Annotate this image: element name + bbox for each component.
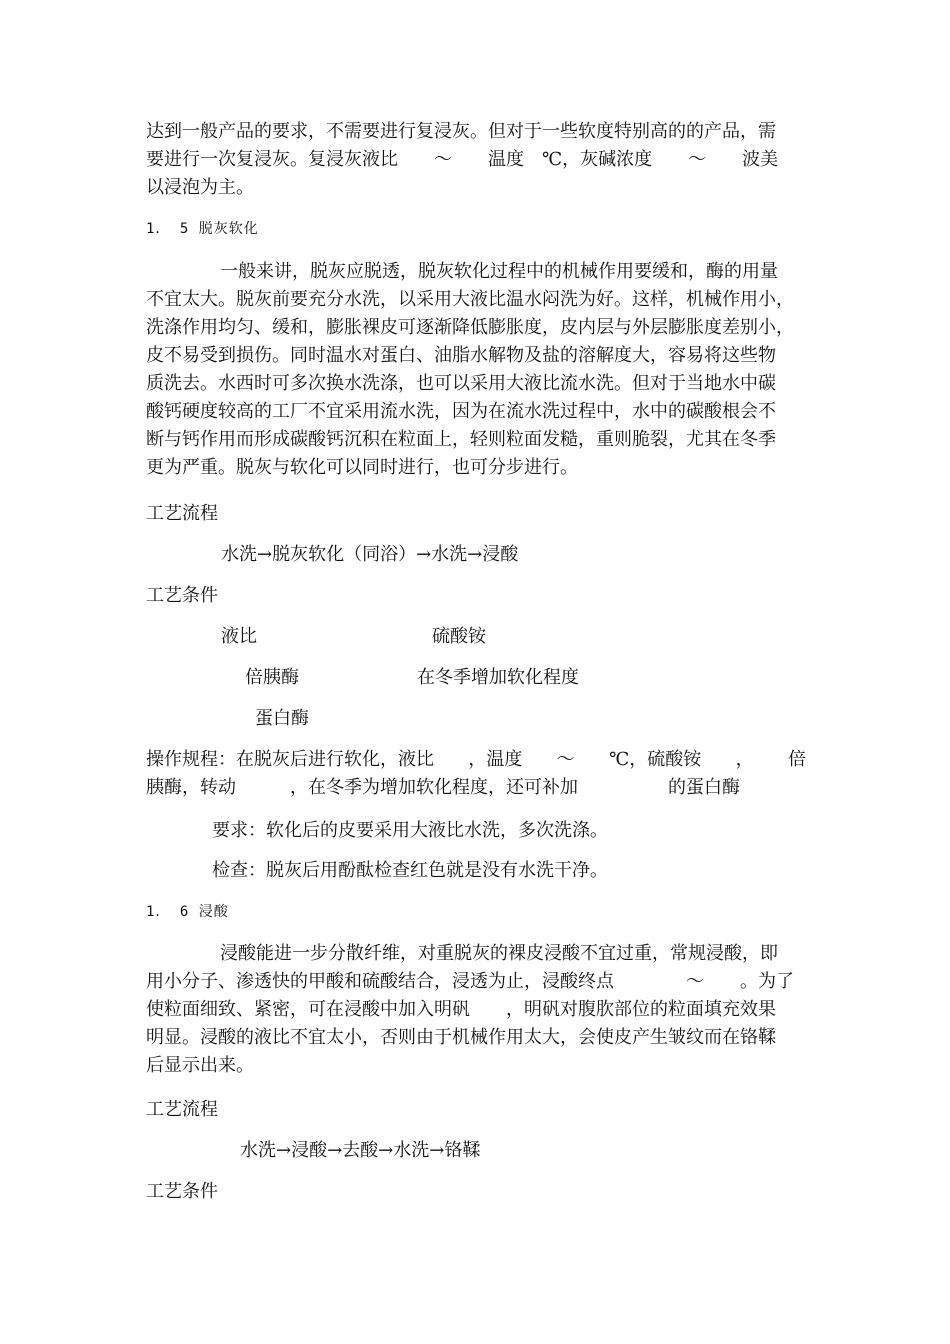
text-segment: 操作规程：在脱灰后进行软化，液比 — [146, 749, 434, 770]
section-heading-1-6: 1． 6 浸酸 — [146, 904, 229, 920]
condition-ammonium-sulfate: 硫酸铵 — [432, 626, 486, 647]
paragraph-line: 更为严重。脱灰与软化可以同时进行，也可分步进行。 — [146, 457, 578, 478]
paragraph-line: 浸酸能进一步分散纤维，对重脱灰的裸皮浸酸不宜过重，常规浸酸，即 — [220, 943, 778, 964]
requirement-line: 要求：软化后的皮要采用大液比水洗，多次洗涤。 — [212, 820, 608, 841]
paragraph-line: 质洗去。水西时可多次换水洗涤，也可以采用大液比流水洗。但对于当地水中碳 — [146, 373, 776, 394]
paragraph-line: 明显。浸酸的液比不宜太小，否则由于机械作用太大，会使皮产生皱纹而在铬鞣 — [146, 1027, 776, 1048]
process-flow: 水洗→脱灰软化（同浴）→水洗→浸酸 — [221, 544, 519, 565]
paragraph-line: 不宜太大。脱灰前要充分水洗，以采用大液比温水闷洗为好。这样，机械作用小， — [146, 289, 794, 310]
operating-procedure-line-2: 胰酶，转动 ，在冬季为增加软化程度，还可补加 的蛋白酶 — [146, 777, 740, 798]
paragraph-line: 用小分子、渗透快的甲酸和硫酸结合，浸透为止，浸酸终点 ～ 。为了 — [146, 971, 794, 992]
intro-line-3: 以浸泡为主。 — [146, 177, 254, 198]
process-conditions-title: 工艺条件 — [146, 1181, 218, 1202]
text-segment: ， — [735, 749, 754, 770]
paragraph-line: 使粒面细致、紧密，可在浸酸中加入明矾 ，明矾对腹肷部位的粒面填充效果 — [146, 999, 776, 1020]
text-segment: 倍 — [787, 749, 806, 770]
paragraph-line: 断与钙作用而形成碳酸钙沉积在粒面上，轻则粒面发糙，重则脆裂，尤其在冬季 — [146, 429, 776, 450]
paragraph-line: 酸钙硬度较高的工厂不宜采用流水洗，因为在流水洗过程中，水中的碳酸根会不 — [146, 401, 776, 422]
condition-liquor-ratio: 液比 — [221, 626, 257, 647]
process-flow-title: 工艺流程 — [146, 503, 218, 524]
text-segment: ，温度 — [468, 749, 523, 770]
process-flow-title: 工艺流程 — [146, 1099, 218, 1120]
process-conditions-title: 工艺条件 — [146, 585, 218, 606]
process-flow: 水洗→浸酸→去酸→水洗→铬鞣 — [240, 1140, 481, 1161]
intro-line-1: 达到一般产品的要求，不需要进行复浸灰。但对于一些软度特别高的的产品，需 — [146, 121, 776, 142]
operating-procedure-line-1 — [146, 748, 806, 772]
inspection-line: 检查：脱灰后用酚酞检查红色就是没有水洗干净。 — [212, 860, 608, 881]
condition-protease: 蛋白酶 — [255, 708, 309, 729]
paragraph-line: 皮不易受到损伤。同时温水对蛋白、油脂水解物及盐的溶解度大，容易将这些物 — [146, 345, 776, 366]
paragraph-line: 一般来讲，脱灰应脱透，脱灰软化过程中的机械作用要缓和，酶的用量 — [220, 261, 778, 282]
text-segment: ℃，硫酸铵 — [609, 749, 702, 770]
text-segment: ～ — [556, 749, 575, 770]
condition-winter-note: 在冬季增加软化程度 — [417, 667, 579, 688]
intro-line-2: 要进行一次复浸灰。复浸灰液比 ～ 温度 ℃，灰碱浓度 ～ 波美 — [146, 149, 779, 170]
paragraph-line: 后显示出来。 — [146, 1055, 254, 1076]
condition-pancreatin: 倍胰酶 — [245, 667, 299, 688]
section-heading-1-5: 1． 5 脱灰软化 — [146, 221, 259, 237]
paragraph-line: 洗涤作用均匀、缓和，膨胀裸皮可逐渐降低膨胀度，皮内层与外层膨胀度差别小， — [146, 317, 794, 338]
